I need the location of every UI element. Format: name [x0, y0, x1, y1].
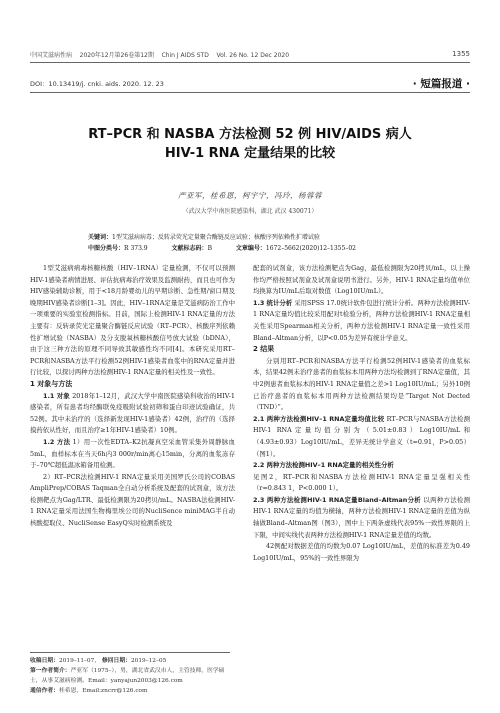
bland-altman-text: 以两种方法检测HIV-1 RNA定量的均值为横轴，两种方法检测HIV-1 RNA定量的差值为纵轴做Bland–Altman图（图3），图中上下两条虚线代表95%一致性界限的上下限，中间实线代表两种方法检测HIV-1 RNA定量差值的均数。 — [253, 495, 470, 539]
correlation-text: 见图2，RT–PCR和NASBA方法检测HIV-1 RNA定量呈强相关性（r=0.843 1，P<0.000 1）。 — [253, 472, 470, 493]
journal-name-cn: 中国艾滋病性病 — [30, 52, 73, 59]
intro-paragraph: 1型艾滋病病毒核糖核酸（HIV–1RNA）定量检测，不仅可以预测HIV-1感染者病情进展、评估抗病毒治疗效果及监测耐药，而且也可作为HIV感染辅助诊断，用于<18月龄婴幼儿的早期诊断、急性期/窗口期及晚期HIV感染者诊断[1–3]。因此，HIV–1RNA定量是艾滋病防治工作中一项重要的实验室检测指标。目前，国际上检测HIV-1 RNA定量的方法主要有：反转录荧光定量聚合酶链反应试验（RT–PCR）、核酸序列依赖性扩增试验（NASBA）及分支脱氧核糖核酸信号放大试验（bDNA），由于这三种方法的原理不同导致其敏感性均不同[4]。本研究采用RT–PCR和NASBA方法平行检测52例HIV-1感染者血浆中的RNA定量并进行比较，以探讨两种方法检测HIV-1 RNA定量的相关性及一致性。 — [30, 264, 235, 377]
issue-cn: 2020年12月第26卷第12期 — [79, 52, 154, 59]
corresponding-author: 桂希恩，Email:zncrr@126.com — [59, 688, 148, 694]
doi-rule — [30, 92, 470, 93]
statistics-text: 采用SPSS 17.0统计软件包进行统计分析。两种方法检测HIV-1 RNA定量均值比较采用配对t检验分析，两种方法检测HIV-1 RNA定量相关性采用Spearman相关分析，两种方法检测HIV-1 RNA定量一致性采用Bland–Altman分析，以P<0.05为差异有统计学意义。 — [253, 298, 470, 342]
subheading-bland-altman: 2.3 两种方法检测HIV-1 RNA定量Bland–Altman分析 — [253, 495, 422, 504]
keywords-line — [88, 232, 460, 243]
journal-name-en: Chin J AIDS STD — [161, 52, 209, 59]
title-line-2: HIV-1 RNA 定量结果的比较 — [164, 146, 336, 161]
keywords: 1型艾滋病病毒；反转录荧光定量聚合酶链反应试验；核酸序列依赖性扩增试验 — [112, 234, 320, 241]
header-rule — [30, 62, 470, 63]
footnote-rule — [30, 652, 230, 653]
results-text: 分别用RT–PCR和NASBA方法平行检测52例HIV-1感染者的血浆标本，结果42例未治疗患者的血浆标本用两种方法均检测到了RNA定量值，其中2例患者血浆标本的HIV-1 RNA定量值之差>1 Log10IU/mL；另外10例已治疗患者的血浆标本用两种方法检测结果均是“Target Not Dected（TND）”。 — [253, 356, 470, 412]
section-heading-methods: 1 对象与方法 — [30, 379, 73, 388]
subheading-mean-comparison: 2.1 两种方法检测HIV–1 RNA定量均值比较 — [253, 414, 385, 423]
revised-label: 修回日期： — [101, 658, 131, 664]
article-no-value: 1672–5662(2020)12–1355–02 — [265, 245, 356, 252]
method-text-1: 1）用一次性EDTA–K2抗凝真空采血管采集外周静脉血5mL，血样标本在当天6h内3 000r/min离心15min，分离的血浆冻存于–70℃超低温冰箱备用检测。 — [30, 437, 235, 470]
footnote — [30, 652, 230, 696]
running-header — [30, 50, 470, 62]
subheading-method: 1.2 方法 — [43, 437, 71, 446]
method-continued: 配套的试剂盒，该方法检测靶点为Gag，最低检测限为20拷贝/mL，以上操作均严格按照试剂盒及试剂盒说明书进行。另外，HIV-1 RNA定量均值单位均换算为IU/mL后取对数值（Log10IU/mL）。 — [253, 264, 470, 296]
left-column — [30, 263, 235, 530]
revised-date: 2019–12–05 — [130, 658, 167, 664]
subheading-subjects: 1.1 对象 — [43, 391, 70, 400]
classification-line — [88, 243, 460, 254]
section-heading-results: 2 结果 — [253, 345, 275, 354]
clc-value: R 373.9 — [124, 245, 148, 252]
right-column — [253, 263, 470, 564]
agreement-limits-text: 42例配对数据差值的均数为0.07 Log10IU/mL，差值的标准差为0.49 Log10IU/mL，95%的一致性界限为 — [253, 542, 470, 562]
authors: 严亚军，桂希恩，柯宇宁，冯玲，杨蓉蓉 — [178, 191, 322, 200]
subheading-statistics: 1.3 统计分析 — [253, 298, 293, 307]
page-number: 1355 — [452, 50, 470, 58]
article-no-label: 文章编号： — [235, 245, 266, 252]
column-tag: · 短篇报道 · — [412, 78, 470, 90]
received-label: 收稿日期： — [30, 658, 59, 664]
received-date: 2019–11–07， — [59, 658, 101, 664]
method-text-2: 2）RT–PCR法检测HIV-1 RNA定量采用美国罗氏公司的COBAS AmpliPrep/COBAS Taqman全自动分析系统及配套的试剂盒，该方法检测靶点为Gag/LTR、最低检测限为20拷贝/mL。NASBA法检测HIV-1 RNA定量采用法国生物梅里埃公司的NucliSence miniMAG半自动核酸提取仪、NucliSense EasyQ实时检测系统及 — [30, 472, 235, 528]
first-author-label: 第一作者简介： — [30, 668, 71, 674]
first-author-bio: 严亚军（1975–），男，湖北省武汉市人，主管技师，医学硕士，从事艾滋病检测。Email：yanyajun2003@126.com — [30, 668, 225, 684]
clc-label: 中图分类号： — [88, 245, 125, 252]
title-line-1: RT–PCR 和 NASBA 方法检测 52 例 HIV/AIDS 病人 — [88, 127, 412, 142]
doc-code-value: B — [207, 245, 212, 252]
keywords-label: 关键词： — [88, 234, 113, 241]
mean-comparison-text: RT–PCR与NASBA方法检测HIV-1 RNA定量均值分别为（5.01±0.83）Log10IU/mL和（4.93±0.93）Log10IU/mL，差异无统计学意义（t=0.91，P>0.05）（图1）。 — [253, 414, 470, 458]
subjects-text: 2018年1–12月，武汉大学中南医院感染科收治的HIV-1感染者，所有患者均经酶联免疫吸附试验初筛和蛋白印迹试验确证，共52例。其中未治疗的（选择新发现HIV-1感染者）42例，治疗的（选择摸药依从性好，而且治疗≥1年HIV-1感染者）10例。 — [30, 391, 235, 435]
issue-en: Vol. 26 No. 12 Dec 2020 — [216, 52, 290, 59]
doc-code-label: 文献标志码： — [171, 245, 208, 252]
doi-line: DOI：10.13419/j. cnki. aids. 2020. 12. 23 — [30, 80, 164, 88]
affiliation: （武汉大学中南医院感染科，湖北 武汉 430071） — [182, 208, 318, 215]
corresponding-author-label: 通信作者： — [30, 688, 59, 694]
subheading-correlation: 2.2 两种方法检测HIV–1 RNA定量的相关性分析 — [253, 461, 394, 470]
